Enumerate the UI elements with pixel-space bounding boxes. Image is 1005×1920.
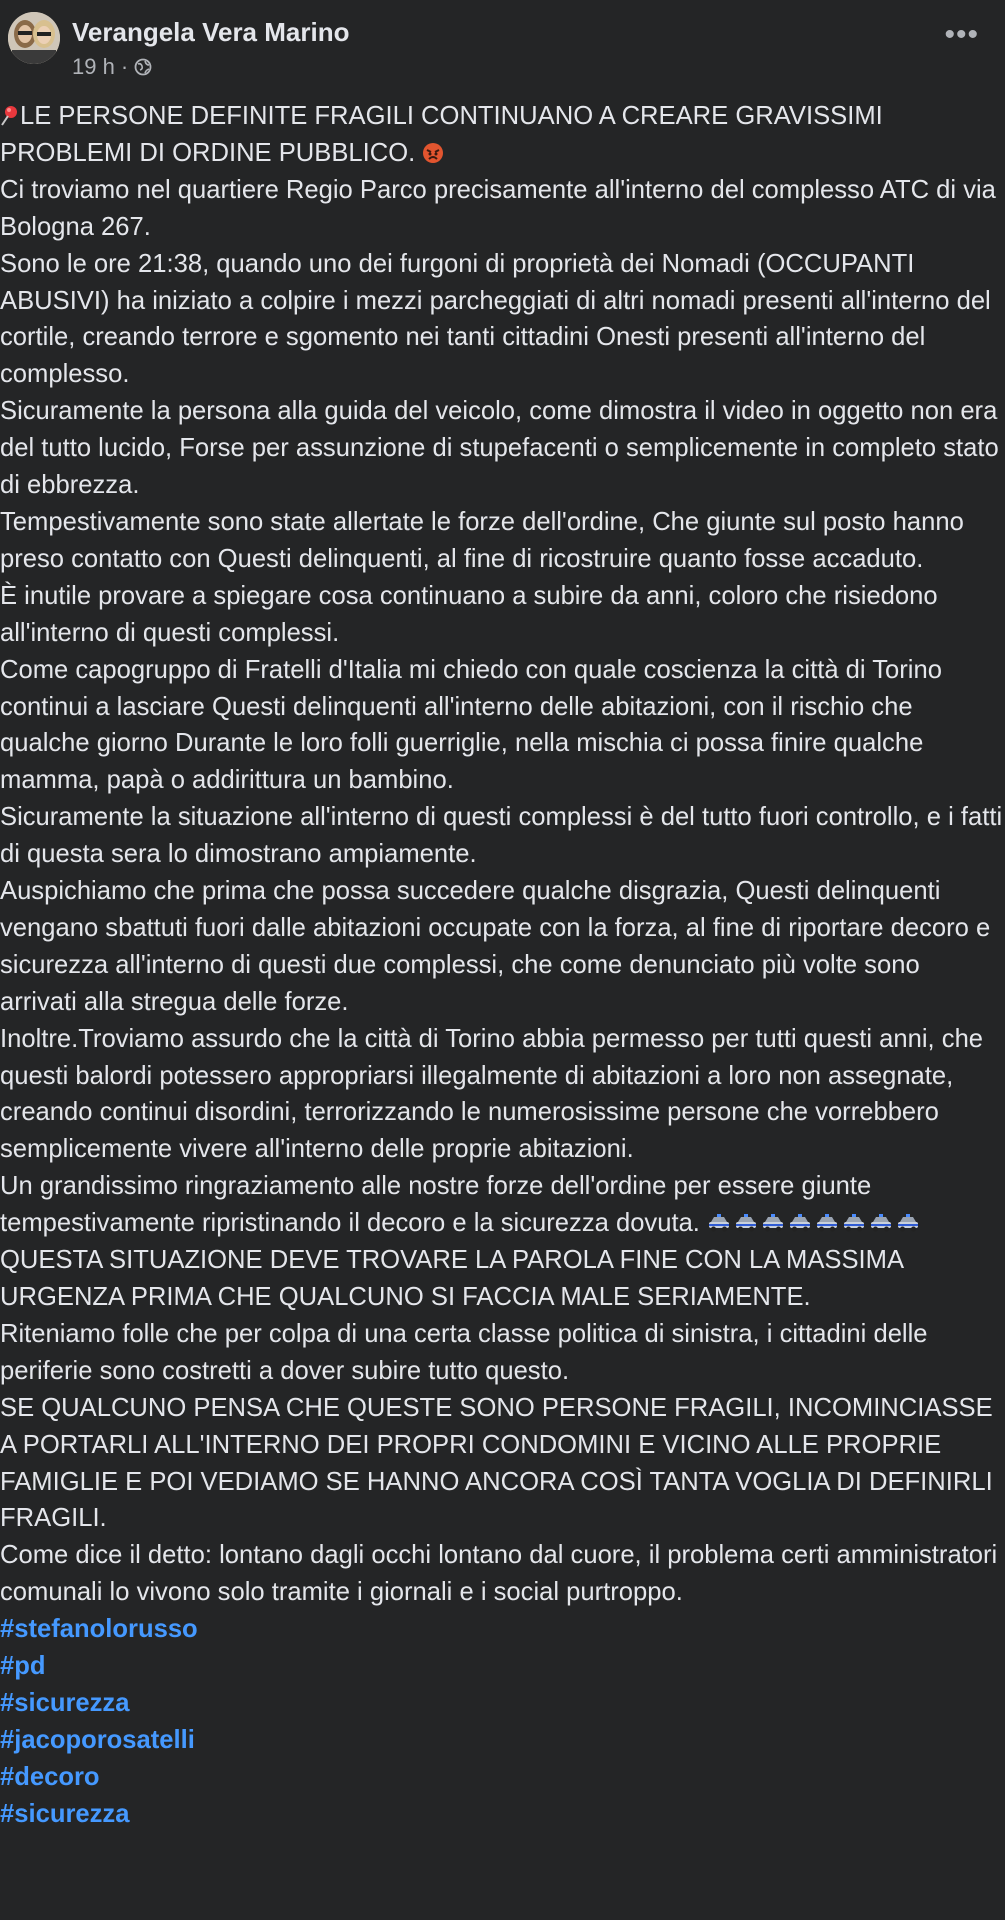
more-options-button[interactable]: ••• <box>944 18 979 51</box>
hashtag-link[interactable]: #decoro <box>0 1762 100 1791</box>
meta-separator: · <box>120 54 129 79</box>
hashtag-link[interactable]: #stefanolorusso <box>0 1615 198 1644</box>
author-name[interactable]: Verangela Vera Marino <box>72 17 350 47</box>
police-car-icon <box>815 1213 839 1233</box>
hashtag-list <box>0 1611 1003 1832</box>
paragraph-1: LE PERSONE DEFINITE FRAGILI CONTINUANO A CREARE GRAVISSIMI PROBLEMI DI ORDINE PUBBLICO. <box>0 102 883 167</box>
paragraph-12: QUESTA SITUAZIONE DEVE TROVARE LA PAROLA FINE CON LA MASSIMA URGENZA PRIMA CHE QUALCUNO SI FACCIA MALE SERIAMENTE. <box>0 1246 903 1311</box>
paragraph-5: Tempestivamente sono state allertate le forze dell'ordine, Che giunte sul posto hanno preso contatto con Questi delinquenti, al fine di ricostruire quanto fosse accaduto. <box>0 507 964 573</box>
post-text <box>0 98 1003 1833</box>
paragraph-13: Riteniamo folle che per colpa di una certa classe politica di sinistra, i cittadini delle periferie sono costretti a dover subire tutto questo. <box>0 1319 928 1385</box>
hashtag-link[interactable]: #pd <box>0 1652 46 1681</box>
paragraph-8: Sicuramente la situazione all'interno di questi complessi è del tutto fuori controllo, e i fatti di questa sera lo dimostrano ampiamente. <box>0 803 1003 869</box>
police-car-icon <box>842 1213 866 1233</box>
hashtag-link[interactable]: #sicurezza <box>0 1688 130 1717</box>
hashtag-link[interactable]: #sicurezza <box>0 1799 130 1828</box>
paragraph-9: Auspichiamo che prima che possa succedere qualche disgrazia, Questi delinquenti vengano sbattuti fuori dalle abitazioni occupate con la forza, al fine di riportare decoro e sicurezza all'interno di questi due complessi, che come denunciato più volte sono arrivati alla stregua delle forze. <box>0 877 991 1016</box>
globe-icon[interactable] <box>134 58 152 76</box>
police-car-icon <box>896 1213 920 1233</box>
police-car-icon <box>734 1213 758 1233</box>
hashtag-link[interactable]: #jacoporosatelli <box>0 1725 195 1754</box>
angry-face-icon <box>422 142 444 164</box>
paragraph-6: È inutile provare a spiegare cosa continuano a subire da anni, coloro che risiedono all'interno di questi complessi. <box>0 581 938 647</box>
paragraph-15: Come dice il detto: lontano dagli occhi lontano dal cuore, il problema certi amministratori comunali lo vivono solo tramite i giornali e i social purtroppo. <box>0 1541 998 1607</box>
paragraph-2: Ci troviamo nel quartiere Regio Parco precisamente all'interno del complesso ATC di via Bologna 267. <box>0 175 996 241</box>
police-car-icon <box>869 1213 893 1233</box>
post-header <box>0 0 1005 92</box>
police-car-icon <box>788 1213 812 1233</box>
police-car-icon <box>761 1213 785 1233</box>
paragraph-14: SE QUALCUNO PENSA CHE QUESTE SONO PERSONE FRAGILI, INCOMINCIASSE A PORTARLI ALL'INTERNO DEI PROPRI CONDOMINI E VICINO ALLE PROPRIE FAMIGLIE E POI VEDIAMO SE HANNO ANCORA COSÌ TANTA VOGLIA DI DEFINIRLI FRAGILI. <box>0 1393 993 1533</box>
paragraph-10: Inoltre.Troviamo assurdo che la città di Torino abbia permesso per tutti questi anni, che questi balordi potessero appropriarsi illegalmente di abitazioni a loro non assegnate, creando continui disordini, terrorizzando le numerosissime persone che vorrebbero semplicemente vivere all'interno delle proprie abitazioni. <box>0 1024 984 1164</box>
paragraph-11: Un grandissimo ringraziamento alle nostre forze dell'ordine per essere giunte tempestivamente ripristinando il decoro e la sicurezza dovuta. <box>0 1168 1003 1242</box>
pushpin-icon <box>0 105 20 127</box>
post-meta <box>72 54 152 80</box>
paragraph-4: Sicuramente la persona alla guida del veicolo, come dimostra il video in oggetto non era del tutto lucido, Forse per assunzione di stupefacenti o semplicemente in completo stato di ebbrezza. <box>0 397 999 500</box>
police-car-icon <box>707 1213 731 1233</box>
police-car-emojis <box>707 1209 923 1237</box>
post-time[interactable]: 19 h <box>72 54 115 79</box>
avatar[interactable] <box>8 12 60 64</box>
paragraph-3: Sono le ore 21:38, quando uno dei furgoni di proprietà dei Nomadi (OCCUPANTI ABUSIVI) ha iniziato a colpire i mezzi parcheggiati di altri nomadi presenti all'interno del cortile, creando terrore e sgomento nei tanti cittadini Onesti presenti all'interno del complesso. <box>0 249 991 389</box>
paragraph-7: Come capogruppo di Fratelli d'Italia mi chiedo con quale coscienza la città di Torino continui a lasciare Questi delinquenti all'interno delle abitazioni, con il rischio che qualche giorno Durante le loro folli guerriglie, nella mischia ci possa finire qualche mamma, papà o addirittura un bambino. <box>0 655 942 795</box>
